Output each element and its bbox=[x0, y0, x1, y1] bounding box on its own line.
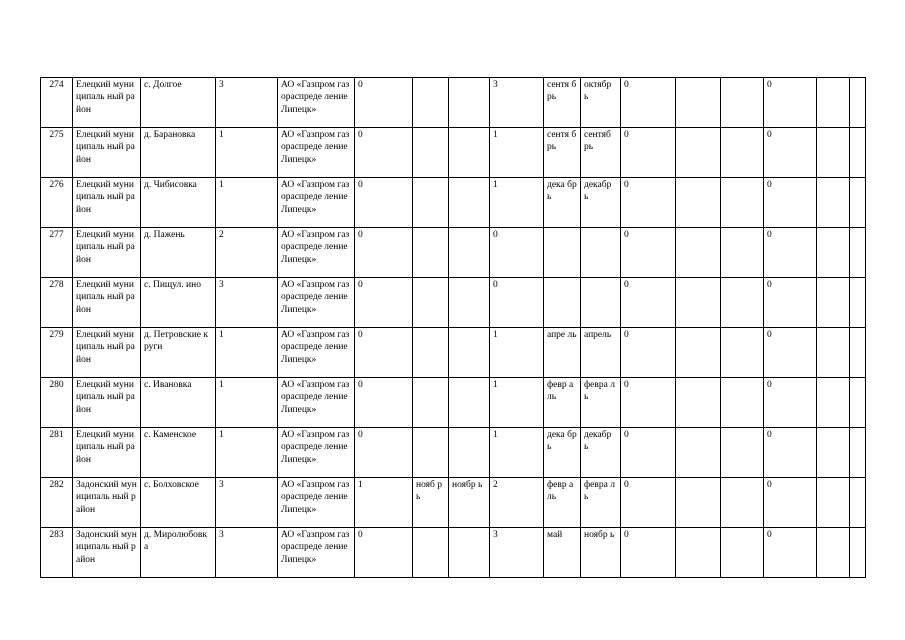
month-start-cell: сентя брь bbox=[544, 128, 581, 178]
empty-cell bbox=[850, 428, 866, 478]
month-cell: нояб рь bbox=[413, 478, 449, 528]
month-cell bbox=[413, 228, 449, 278]
count-cell: 3 bbox=[216, 78, 278, 128]
count-cell: 1 bbox=[216, 328, 278, 378]
district-cell: Елецкий муниципаль ный район bbox=[73, 378, 141, 428]
empty-cell bbox=[676, 278, 721, 328]
empty-cell bbox=[817, 328, 850, 378]
value-cell: 0 bbox=[355, 328, 413, 378]
month-cell bbox=[449, 328, 490, 378]
month-cell bbox=[449, 228, 490, 278]
count-cell: 3 bbox=[216, 528, 278, 578]
empty-cell bbox=[817, 278, 850, 328]
month-end-cell: февра ль bbox=[581, 378, 621, 428]
row-number-cell: 274 bbox=[41, 78, 73, 128]
month-end-cell bbox=[581, 228, 621, 278]
count-cell: 1 bbox=[216, 428, 278, 478]
value-cell: 0 bbox=[621, 328, 676, 378]
month-cell bbox=[413, 528, 449, 578]
settlement-cell: д. Пажень bbox=[141, 228, 216, 278]
empty-cell bbox=[817, 428, 850, 478]
empty-cell bbox=[721, 428, 764, 478]
month-start-cell: сентя брь bbox=[544, 78, 581, 128]
empty-cell bbox=[676, 178, 721, 228]
settlement-cell: с. Ивановка bbox=[141, 378, 216, 428]
month-cell bbox=[413, 128, 449, 178]
value-cell: 0 bbox=[355, 278, 413, 328]
value-cell: 0 bbox=[764, 178, 817, 228]
empty-cell bbox=[676, 128, 721, 178]
district-cell: Елецкий муниципаль ный район bbox=[73, 428, 141, 478]
empty-cell bbox=[721, 278, 764, 328]
month-cell bbox=[449, 378, 490, 428]
month-end-cell: ноябр ь bbox=[581, 528, 621, 578]
value-cell: 2 bbox=[490, 478, 544, 528]
value-cell: 0 bbox=[764, 228, 817, 278]
value-cell: 0 bbox=[355, 128, 413, 178]
organization-cell: АО «Газпром газораспреде ление Липецк» bbox=[278, 128, 355, 178]
table-row bbox=[41, 528, 866, 578]
settlement-cell: с. Каменское bbox=[141, 428, 216, 478]
value-cell: 1 bbox=[490, 428, 544, 478]
empty-cell bbox=[721, 378, 764, 428]
empty-cell bbox=[721, 228, 764, 278]
month-end-cell: сентяб рь bbox=[581, 128, 621, 178]
value-cell: 0 bbox=[621, 278, 676, 328]
row-number-cell: 279 bbox=[41, 328, 73, 378]
value-cell: 3 bbox=[490, 78, 544, 128]
value-cell: 0 bbox=[490, 278, 544, 328]
month-cell bbox=[449, 128, 490, 178]
month-start-cell: апре ль bbox=[544, 328, 581, 378]
empty-cell bbox=[676, 328, 721, 378]
month-cell bbox=[449, 428, 490, 478]
value-cell: 0 bbox=[355, 178, 413, 228]
empty-cell bbox=[850, 328, 866, 378]
month-cell bbox=[413, 378, 449, 428]
count-cell: 1 bbox=[216, 128, 278, 178]
value-cell: 0 bbox=[621, 528, 676, 578]
row-number-cell: 280 bbox=[41, 378, 73, 428]
month-end-cell bbox=[581, 278, 621, 328]
month-cell bbox=[413, 278, 449, 328]
month-cell bbox=[413, 78, 449, 128]
empty-cell bbox=[817, 228, 850, 278]
empty-cell bbox=[850, 128, 866, 178]
empty-cell bbox=[817, 78, 850, 128]
district-cell: Елецкий муниципаль ный район bbox=[73, 128, 141, 178]
row-number-cell: 275 bbox=[41, 128, 73, 178]
month-end-cell: декабр ь bbox=[581, 428, 621, 478]
empty-cell bbox=[676, 478, 721, 528]
value-cell: 0 bbox=[621, 128, 676, 178]
value-cell: 0 bbox=[764, 428, 817, 478]
month-start-cell bbox=[544, 278, 581, 328]
table-row bbox=[41, 228, 866, 278]
count-cell: 2 bbox=[216, 228, 278, 278]
value-cell: 0 bbox=[764, 128, 817, 178]
empty-cell bbox=[721, 178, 764, 228]
value-cell: 0 bbox=[355, 378, 413, 428]
value-cell: 0 bbox=[621, 178, 676, 228]
value-cell: 0 bbox=[355, 528, 413, 578]
value-cell: 1 bbox=[490, 178, 544, 228]
organization-cell: АО «Газпром газораспреде ление Липецк» bbox=[278, 178, 355, 228]
organization-cell: АО «Газпром газораспреде ление Липецк» bbox=[278, 478, 355, 528]
month-cell bbox=[413, 178, 449, 228]
month-start-cell: февр аль bbox=[544, 478, 581, 528]
empty-cell bbox=[850, 478, 866, 528]
value-cell: 0 bbox=[621, 228, 676, 278]
district-cell: Елецкий муниципаль ный район bbox=[73, 278, 141, 328]
organization-cell: АО «Газпром газораспреде ление Липецк» bbox=[278, 328, 355, 378]
settlement-cell: с. Пищул. ино bbox=[141, 278, 216, 328]
month-end-cell: октябр ь bbox=[581, 78, 621, 128]
row-number-cell: 282 bbox=[41, 478, 73, 528]
month-start-cell: дека брь bbox=[544, 428, 581, 478]
month-start-cell bbox=[544, 228, 581, 278]
value-cell: 0 bbox=[621, 428, 676, 478]
empty-cell bbox=[850, 178, 866, 228]
month-cell bbox=[413, 428, 449, 478]
value-cell: 0 bbox=[355, 78, 413, 128]
month-start-cell: февр аль bbox=[544, 378, 581, 428]
month-start-cell: дека брь bbox=[544, 178, 581, 228]
empty-cell bbox=[850, 228, 866, 278]
count-cell: 1 bbox=[216, 178, 278, 228]
empty-cell bbox=[817, 378, 850, 428]
district-cell: Задонский муниципаль ный район bbox=[73, 528, 141, 578]
month-cell: ноябр ь bbox=[449, 478, 490, 528]
value-cell: 0 bbox=[621, 78, 676, 128]
row-number-cell: 283 bbox=[41, 528, 73, 578]
table-row bbox=[41, 78, 866, 128]
row-number-cell: 278 bbox=[41, 278, 73, 328]
empty-cell bbox=[676, 528, 721, 578]
organization-cell: АО «Газпром газораспреде ление Липецк» bbox=[278, 278, 355, 328]
table-row bbox=[41, 378, 866, 428]
table-row bbox=[41, 478, 866, 528]
count-cell: 1 bbox=[216, 378, 278, 428]
settlement-cell: д. Петровские круги bbox=[141, 328, 216, 378]
district-cell: Елецкий муниципаль ный район bbox=[73, 228, 141, 278]
district-cell: Елецкий муниципаль ный район bbox=[73, 178, 141, 228]
table-row bbox=[41, 428, 866, 478]
settlement-cell: д. Миролюбовк а bbox=[141, 528, 216, 578]
table-row bbox=[41, 128, 866, 178]
value-cell: 0 bbox=[764, 328, 817, 378]
value-cell: 3 bbox=[490, 528, 544, 578]
value-cell: 0 bbox=[764, 278, 817, 328]
settlement-cell: д. Барановка bbox=[141, 128, 216, 178]
empty-cell bbox=[676, 378, 721, 428]
empty-cell bbox=[817, 528, 850, 578]
value-cell: 1 bbox=[490, 378, 544, 428]
district-cell: Елецкий муниципаль ный район bbox=[73, 78, 141, 128]
district-cell: Задонский муниципаль ный район bbox=[73, 478, 141, 528]
table-row bbox=[41, 328, 866, 378]
value-cell: 0 bbox=[764, 528, 817, 578]
organization-cell: АО «Газпром газораспреде ление Липецк» bbox=[278, 428, 355, 478]
count-cell: 3 bbox=[216, 478, 278, 528]
month-cell bbox=[449, 178, 490, 228]
value-cell: 0 bbox=[355, 228, 413, 278]
empty-cell bbox=[676, 228, 721, 278]
month-end-cell: декабр ь bbox=[581, 178, 621, 228]
empty-cell bbox=[817, 178, 850, 228]
value-cell: 0 bbox=[764, 378, 817, 428]
value-cell: 1 bbox=[490, 328, 544, 378]
empty-cell bbox=[721, 128, 764, 178]
organization-cell: АО «Газпром газораспреде ление Липецк» bbox=[278, 378, 355, 428]
month-cell bbox=[449, 78, 490, 128]
settlement-cell: д. Чибисовка bbox=[141, 178, 216, 228]
row-number-cell: 281 bbox=[41, 428, 73, 478]
value-cell: 0 bbox=[621, 478, 676, 528]
empty-cell bbox=[850, 78, 866, 128]
empty-cell bbox=[850, 378, 866, 428]
table-row bbox=[41, 278, 866, 328]
month-cell bbox=[449, 528, 490, 578]
value-cell: 1 bbox=[490, 128, 544, 178]
count-cell: 3 bbox=[216, 278, 278, 328]
month-end-cell: апрель bbox=[581, 328, 621, 378]
month-end-cell: февра ль bbox=[581, 478, 621, 528]
empty-cell bbox=[676, 78, 721, 128]
empty-cell bbox=[850, 278, 866, 328]
organization-cell: АО «Газпром газораспреде ление Липецк» bbox=[278, 528, 355, 578]
empty-cell bbox=[721, 328, 764, 378]
table-body bbox=[41, 78, 866, 578]
table-row bbox=[41, 178, 866, 228]
value-cell: 0 bbox=[490, 228, 544, 278]
month-cell bbox=[413, 328, 449, 378]
settlement-cell: с. Долгое bbox=[141, 78, 216, 128]
settlement-cell: с. Болховское bbox=[141, 478, 216, 528]
empty-cell bbox=[676, 428, 721, 478]
empty-cell bbox=[817, 128, 850, 178]
month-start-cell: май bbox=[544, 528, 581, 578]
row-number-cell: 277 bbox=[41, 228, 73, 278]
gasification-schedule-table bbox=[40, 77, 866, 578]
value-cell: 0 bbox=[621, 378, 676, 428]
empty-cell bbox=[850, 528, 866, 578]
month-cell bbox=[449, 278, 490, 328]
value-cell: 0 bbox=[355, 428, 413, 478]
empty-cell bbox=[817, 478, 850, 528]
value-cell: 0 bbox=[764, 478, 817, 528]
row-number-cell: 276 bbox=[41, 178, 73, 228]
value-cell: 0 bbox=[764, 78, 817, 128]
organization-cell: АО «Газпром газораспреде ление Липецк» bbox=[278, 228, 355, 278]
empty-cell bbox=[721, 528, 764, 578]
empty-cell bbox=[721, 78, 764, 128]
empty-cell bbox=[721, 478, 764, 528]
organization-cell: АО «Газпром газораспреде ление Липецк» bbox=[278, 78, 355, 128]
district-cell: Елецкий муниципаль ный район bbox=[73, 328, 141, 378]
value-cell: 1 bbox=[355, 478, 413, 528]
